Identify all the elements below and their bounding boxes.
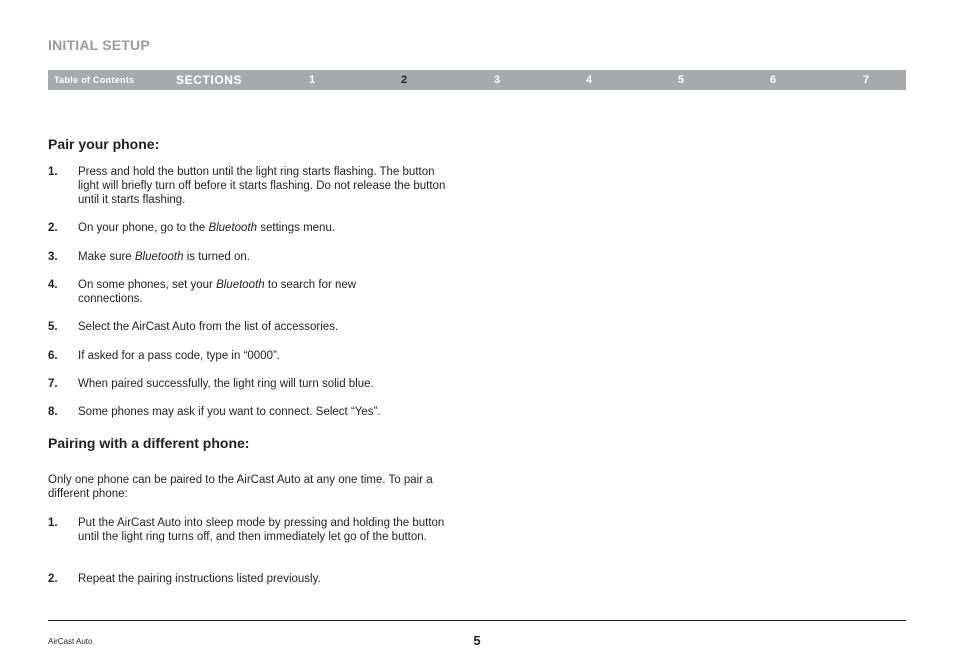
footer-divider <box>48 620 906 621</box>
step-number: 2. <box>48 222 58 234</box>
step-text: When paired successfully, the light ring will turn solid blue. <box>78 378 374 390</box>
step-number: 6. <box>48 350 58 362</box>
step-number: 2. <box>48 573 58 585</box>
section-nav-bar <box>48 70 906 90</box>
list-item <box>48 320 458 334</box>
step-text: Some phones may ask if you want to connect. Select “Yes”. <box>78 406 381 418</box>
section-title: INITIAL SETUP <box>48 37 150 53</box>
step-text: If asked for a pass code, type in “0000”. <box>78 350 281 362</box>
different-phone-heading: Pairing with a different phone: <box>48 435 250 451</box>
different-phone-intro: Only one phone can be paired to the AirCast Auto at any one time. To pair a different phone: <box>48 474 433 500</box>
section-link-7[interactable]: 7 <box>862 74 870 86</box>
step-text: On your phone, go to the Bluetooth settings menu. <box>78 222 336 234</box>
list-item <box>48 516 458 558</box>
list-item <box>48 250 458 264</box>
step-number: 7. <box>48 378 58 390</box>
list-item <box>48 278 458 306</box>
section-link-2[interactable]: 2 <box>400 74 408 86</box>
section-link-4[interactable]: 4 <box>585 74 593 86</box>
different-phone-steps-list <box>48 516 458 586</box>
step-number: 4. <box>48 279 58 291</box>
list-item <box>48 349 458 363</box>
pair-heading: Pair your phone: <box>48 136 160 152</box>
step-text: Make sure Bluetooth is turned on. <box>78 251 250 263</box>
step-text: Repeat the pairing instructions listed previously. <box>78 573 321 585</box>
table-of-contents-link[interactable]: Table of Contents <box>54 75 135 85</box>
section-link-3[interactable]: 3 <box>493 74 501 86</box>
section-link-1[interactable]: 1 <box>308 74 316 86</box>
step-text: Press and hold the button until the light ring starts flashing. The button light will briefly turn off before it starts flashing. Do not release the button until it starts flashing. <box>78 166 446 206</box>
step-text: Select the AirCast Auto from the list of accessories. <box>78 321 339 333</box>
footer-product-name: AirCast Auto <box>48 637 93 646</box>
list-item <box>48 572 458 586</box>
section-link-5[interactable]: 5 <box>677 74 685 86</box>
sections-label: SECTIONS <box>176 73 243 87</box>
step-number: 1. <box>48 166 58 178</box>
step-number: 8. <box>48 406 58 418</box>
step-text: On some phones, set your Bluetooth to search for new connections. <box>78 279 357 305</box>
list-item <box>48 221 458 235</box>
list-item <box>48 405 458 419</box>
step-number: 5. <box>48 321 58 333</box>
section-link-6[interactable]: 6 <box>769 74 777 86</box>
pair-steps-list <box>48 165 458 419</box>
step-number: 1. <box>48 517 58 529</box>
step-number: 3. <box>48 251 58 263</box>
page-number: 5 <box>473 633 481 648</box>
list-item <box>48 165 458 207</box>
step-text: Put the AirCast Auto into sleep mode by pressing and holding the button until the light ring turns off, and then immediately let go of the button. <box>78 517 445 543</box>
list-item <box>48 377 458 391</box>
